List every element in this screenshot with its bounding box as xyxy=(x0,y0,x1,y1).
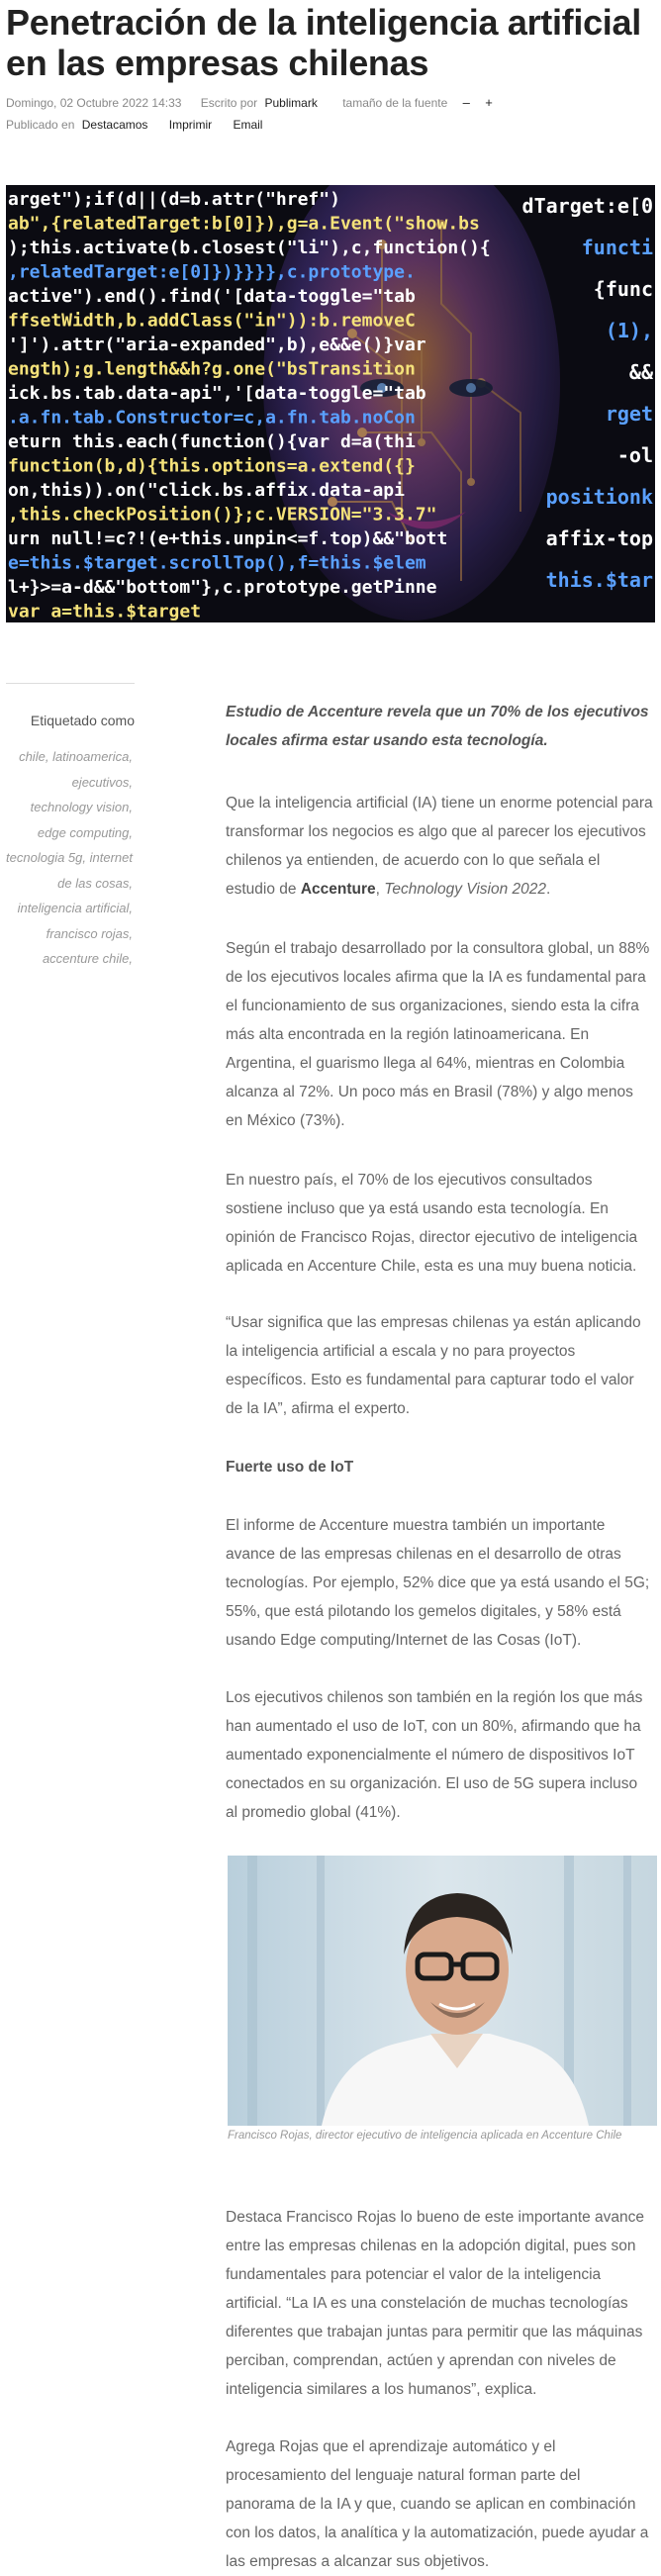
author-link[interactable]: Publimark xyxy=(264,96,318,110)
hero-code-line: l+}>=a-d&&"bottom"},c.prototype.getPinne xyxy=(8,577,437,598)
hero-code-line: ab",{relatedTarget:b[0]}),g=a.Event("show.bs xyxy=(8,213,480,235)
hero-code-line: urn null!=c?!(e+this.unpin<=f.top)&&"bott xyxy=(8,528,448,549)
hero-code-line: this.$tar xyxy=(545,568,653,592)
hero-code-line: && xyxy=(628,360,653,384)
tag-link[interactable]: ejecutivos, xyxy=(71,774,133,790)
hero-code-line: (1), xyxy=(605,319,653,342)
paragraph-text: , xyxy=(375,880,385,898)
tags-heading: Etiquetado como xyxy=(30,713,135,728)
photo-caption: Francisco Rojas, director ejecutivo de inteligencia aplicada en Accenture Chile xyxy=(228,2130,622,2142)
section-heading: Fuerte uso de IoT xyxy=(226,1458,354,1476)
tag-link[interactable]: chile, xyxy=(19,749,49,764)
paragraph: Según el trabajo desarrollado por la consultora global, un 88% de los ejecutivos locales afirma que la IA es fundamental para el funcionamiento de sus organizaciones, siendo esta la cifra más alta encontrada en la región latinoamericana. En Argentina, el guarismo llega al 64%, mientras en Colombia alcanza al 72%. Un poco más en Brasil (78%) y algo menos en México (73%). xyxy=(226,939,650,1129)
font-size-label: tamaño de la fuente xyxy=(342,96,448,110)
portrait-photo xyxy=(228,1856,657,2126)
paragraph-text: . xyxy=(546,880,551,898)
accenture-highlight: Accenture xyxy=(300,880,376,898)
hero-code-line: -ol xyxy=(616,443,653,467)
hero-code-line: ick.bs.tab.data-api",'[data-toggle="tab xyxy=(8,383,426,404)
hero-code-line: functi xyxy=(581,236,653,259)
paragraph: “Usar significa que las empresas chilenas ya están aplicando la inteligencia artificial a escala y no para proyectos específicos. Esto es fundamental para capturar todo el valor de la IA”, afirma el experto. xyxy=(226,1313,641,1417)
email-link[interactable]: Email xyxy=(233,118,263,132)
font-increase-button[interactable]: + xyxy=(485,95,493,110)
hero-code-line: );this.activate(b.closest("li"),c,function(){ xyxy=(8,238,491,258)
page-title: Penetración de la inteligencia artificial en las empresas chilenas xyxy=(6,2,641,83)
hero-code-line: dTarget:e[0 xyxy=(521,194,653,218)
portrait-illustration xyxy=(228,1856,657,2126)
sidebar-divider xyxy=(6,683,135,684)
hero-code-line: ,this.checkPosition()};c.VERSION="3.3.7" xyxy=(8,504,437,525)
article-lead: Estudio de Accenture revela que un 70% de los ejecutivos locales afirma estar usando esta tecnología. xyxy=(226,703,649,749)
hero-code-line: ffsetWidth,b.addClass("in")):b.removeC xyxy=(8,310,416,332)
article-meta xyxy=(6,95,493,110)
tag-link[interactable]: tecnologia 5g, xyxy=(6,850,86,865)
tag-link[interactable]: accenture chile, xyxy=(42,951,133,966)
article-actions xyxy=(6,118,262,132)
report-name: Technology Vision 2022 xyxy=(384,880,547,898)
paragraph-text: Que la inteligencia artificial (IA) tiene un enorme potencial para transformar los negocios es algo que al parecer los ejecutivos chilenos ya entienden, de acuerdo con lo que señala el estudio de xyxy=(226,794,653,898)
hero-image xyxy=(6,185,655,622)
hero-code-line: {func xyxy=(593,277,653,301)
hero-code-line: rget xyxy=(605,402,653,426)
paragraph xyxy=(226,789,653,904)
font-decrease-button[interactable]: – xyxy=(462,95,470,110)
hero-illustration xyxy=(6,185,655,622)
tag-link[interactable]: internet de las cosas, xyxy=(57,850,133,891)
hero-code-line: .a.fn.tab.Constructor=c,a.fn.tab.noCon xyxy=(8,407,416,429)
hero-code-line: function(b,d){this.options=a.extend({} xyxy=(8,455,416,477)
paragraph: Los ejecutivos chilenos son también en la región los que más han aumentado el uso de IoT, con un 80%, afirmando que ha aumentado exponencialmente el número de dispositivos IoT conectados en su organización. El uso de 5G supera incluso al promedio global (41%). xyxy=(226,1688,643,1821)
hero-code-line: affix-top xyxy=(545,526,653,550)
hero-code-line: on,this)).on("click.bs.affix.data-api xyxy=(8,480,405,501)
print-link[interactable]: Imprimir xyxy=(168,118,213,132)
hero-code-line: arget");if(d||(d=b.attr("href") xyxy=(8,189,340,210)
paragraph: En nuestro país, el 70% de los ejecutivos consultados sostiene incluso que ya está usando esta tecnología. En opinión de Francisco Rojas, director ejecutivo de inteligencia aplicada en Accenture Chile, esta es una muy buena noticia. xyxy=(226,1171,638,1275)
paragraph: Destaca Francisco Rojas lo bueno de este importante avance entre las empresas chilenas en la adopción digital, pues son fundamentales para potenciar el valor de la inteligencia artificial. “La IA es una constelación de muchas tecnologías diferentes que trabajan juntas para permitir que las máquinas perciban, comprendan, actúen y aprendan con niveles de inteligencia similares a los humanos”, explica. xyxy=(226,2208,645,2398)
hero-code-line: var a=this.$target xyxy=(8,601,202,622)
publish-date: Domingo, 02 Octubre 2022 14:33 xyxy=(6,96,182,110)
hero-code-line: eturn this.each(function(){var d=a(thi xyxy=(8,431,416,452)
tag-link[interactable]: francisco rojas, xyxy=(46,925,133,941)
hero-code-line: positionk xyxy=(545,485,653,509)
hero-code-line: e=this.$target.scrollTop(),f=this.$elem xyxy=(8,552,426,574)
written-by-label: Escrito por xyxy=(200,96,258,110)
category-link[interactable]: Destacamos xyxy=(81,118,148,132)
tag-link[interactable]: edge computing, xyxy=(37,824,133,840)
published-in-label: Publicado en xyxy=(6,118,75,132)
hero-code-line: active").end().find('[data-toggle="tab xyxy=(8,286,416,307)
tag-link[interactable]: technology vision, xyxy=(30,800,133,814)
paragraph: Agrega Rojas que el aprendizaje automático y el procesamiento del lenguaje natural forman parte del panorama de la IA y que, cuando se aplican en combinación con los datos, la analítica y la automatización, puede ayudar a las empresas a alcanzar sus objetivos. xyxy=(226,2437,649,2570)
paragraph: El informe de Accenture muestra también un importante avance de las empresas chilenas en el desarrollo de otras tecnologías. Por ejemplo, 52% dice que ya está usando el 5G; 55%, que está pilotando los gemelos digitales, y 58% está usando Edge computing/Internet de las Cosas (IoT). xyxy=(226,1516,650,1649)
tag-link[interactable]: latinoamerica, xyxy=(52,749,133,764)
tags-list xyxy=(6,744,133,972)
hero-code-line: ,relatedTarget:e[0]})}}}},c.prototype. xyxy=(8,261,416,283)
tag-link[interactable]: inteligencia artificial, xyxy=(17,901,133,915)
hero-code-line: ']').attr("aria-expanded",b),e&&e()}var xyxy=(8,334,426,355)
hero-code-line: ength);g.length&&h?g.one("bsTransition xyxy=(8,358,416,380)
